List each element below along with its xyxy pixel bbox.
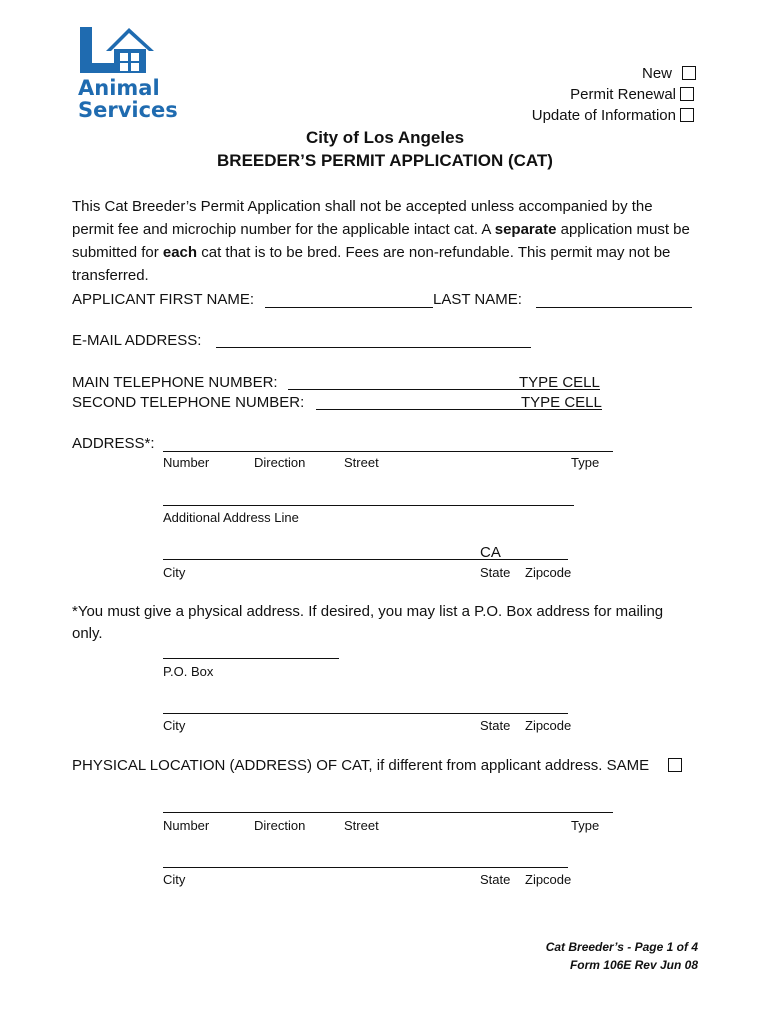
page-title-city: City of Los Angeles bbox=[305, 128, 465, 147]
sublabel-zipcode: Zipcode bbox=[525, 872, 572, 887]
email-label: E-MAIL ADDRESS: bbox=[72, 332, 202, 349]
first-name-label: APPLICANT FIRST NAME: bbox=[72, 291, 254, 308]
sublabel-number: Number bbox=[163, 818, 210, 833]
sublabel-zipcode: Zipcode bbox=[525, 565, 572, 580]
la-animal-services-logo bbox=[76, 25, 178, 122]
option-new-label: New bbox=[641, 65, 672, 82]
physical-location-label: PHYSICAL LOCATION (ADDRESS) OF CAT, if different from applicant address. SAME bbox=[72, 757, 650, 774]
permit-renewal-checkbox[interactable] bbox=[680, 87, 694, 101]
first-name-field[interactable] bbox=[265, 307, 433, 308]
sublabel-city: City bbox=[163, 565, 186, 580]
footer-form-number: Form 106E Rev Jun 08 bbox=[569, 958, 698, 972]
last-name-field[interactable] bbox=[536, 307, 692, 308]
email-field[interactable] bbox=[216, 347, 531, 348]
new-checkbox[interactable] bbox=[682, 66, 696, 80]
sublabel-state: State bbox=[480, 872, 511, 887]
main-phone-type[interactable]: TYPE CELL bbox=[519, 374, 600, 391]
sublabel-direction: Direction bbox=[254, 818, 306, 833]
location-street-field[interactable] bbox=[163, 812, 613, 813]
physical-address-note: *You must give a physical address. If desired, you may list a P.O. Box address for mailing only. bbox=[72, 603, 664, 642]
same-address-checkbox[interactable] bbox=[668, 758, 682, 772]
update-info-checkbox[interactable] bbox=[680, 108, 694, 122]
location-city-state-zip-field[interactable] bbox=[163, 867, 568, 868]
sublabel-type: Type bbox=[571, 818, 600, 833]
option-update-label: Update of Information bbox=[531, 107, 676, 124]
city-state-zip-field[interactable] bbox=[163, 559, 568, 560]
logo-text-services: Services bbox=[78, 98, 178, 122]
sublabel-direction: Direction bbox=[254, 455, 306, 470]
address-label: ADDRESS*: bbox=[72, 435, 155, 452]
sublabel-number: Number bbox=[163, 455, 210, 470]
mailing-city-state-zip-field[interactable] bbox=[163, 713, 568, 714]
sublabel-street: Street bbox=[344, 818, 379, 833]
sublabel-type: Type bbox=[571, 455, 600, 470]
intro-paragraph: This Cat Breeder’s Permit Application shall not be accepted unless accompanied by the permit fee and microchip number for the applicable intact cat. A separate application must be submitted for each cat that is to be bred. Fees are non-refundable. This permit may not be transferred. bbox=[72, 198, 690, 284]
last-name-label: LAST NAME: bbox=[433, 291, 522, 308]
sublabel-city: City bbox=[163, 872, 186, 887]
main-phone-label: MAIN TELEPHONE NUMBER: bbox=[72, 374, 278, 391]
po-box-field[interactable] bbox=[163, 658, 339, 659]
state-value: CA bbox=[480, 544, 501, 561]
sublabel-state: State bbox=[480, 718, 511, 733]
sublabel-additional: Additional Address Line bbox=[163, 510, 299, 525]
address-street-field[interactable] bbox=[163, 451, 613, 452]
sublabel-po-box: P.O. Box bbox=[163, 664, 214, 679]
logo-text-animal: Animal bbox=[78, 76, 160, 100]
footer-page-number: Cat Breeder’s - Page 1 of 4 bbox=[545, 940, 698, 954]
second-phone-type[interactable]: TYPE CELL bbox=[521, 394, 602, 411]
house-logo-icon bbox=[76, 25, 162, 77]
option-renewal-label: Permit Renewal bbox=[570, 86, 676, 103]
additional-address-field[interactable] bbox=[163, 505, 574, 506]
page-title-form: BREEDER’S PERMIT APPLICATION (CAT) bbox=[217, 151, 553, 170]
sublabel-state: State bbox=[480, 565, 511, 580]
sublabel-city: City bbox=[163, 718, 186, 733]
second-phone-label: SECOND TELEPHONE NUMBER: bbox=[72, 394, 305, 411]
sublabel-zipcode: Zipcode bbox=[525, 718, 572, 733]
sublabel-street: Street bbox=[344, 455, 379, 470]
